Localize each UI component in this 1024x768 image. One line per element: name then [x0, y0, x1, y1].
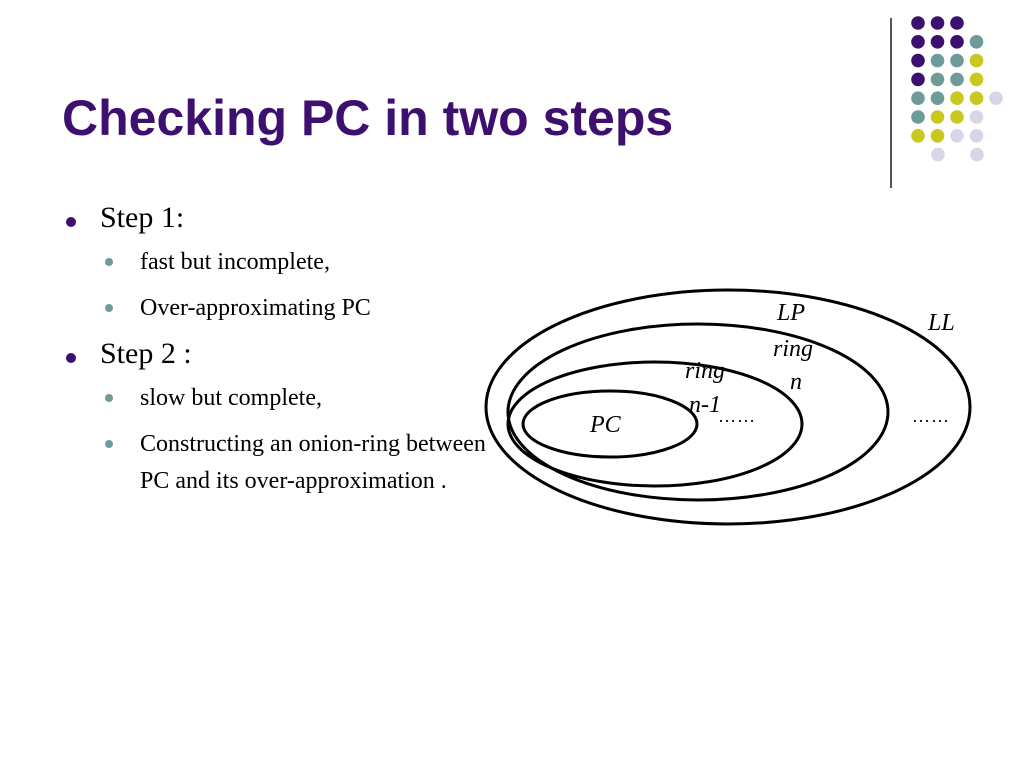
ellipsis-inner: …… [718, 406, 756, 426]
label-pc: PC [590, 412, 621, 438]
sub-bullet-over-approximating: Over-approximating PC [62, 290, 492, 326]
label-ll: LL [928, 310, 955, 336]
ellipse-ring-n-1 [508, 362, 802, 486]
slide-title: Checking PC in two steps [62, 90, 674, 146]
sub-bullet-onion-ring: Constructing an onion-ring between PC and its over-approximation . [62, 426, 492, 500]
label-lp-line2: ring [773, 336, 814, 362]
label-lp-line3: n [790, 369, 802, 395]
sub-bullet-fast-incomplete: fast but incomplete, [62, 244, 492, 280]
label-ring-n-1-line2: n-1 [689, 392, 721, 418]
bullet-step-1: Step 1: [62, 200, 492, 236]
label-ring-n-1-line1: ring [685, 358, 726, 384]
label-lp-line1: LP [777, 300, 806, 326]
sub-bullet-slow-complete: slow but complete, [62, 380, 492, 416]
ellipsis-outer: …… [912, 406, 950, 426]
bullet-step-2: Step 2 : [62, 336, 492, 372]
